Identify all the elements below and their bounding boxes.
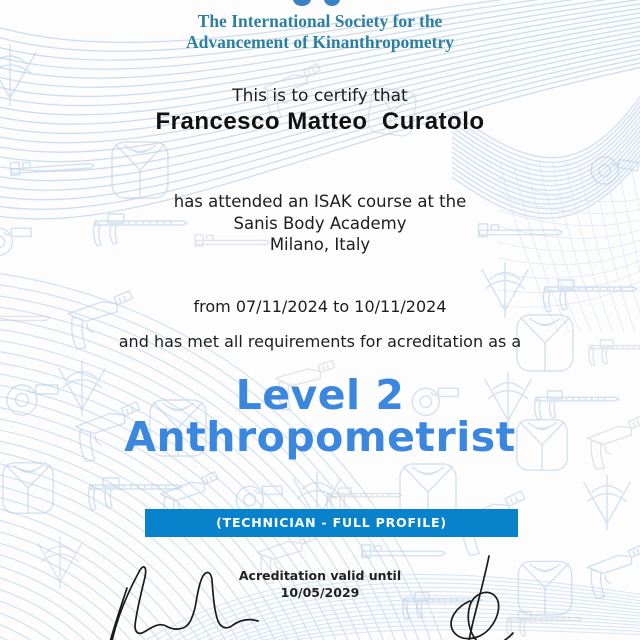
validity-label: Acreditation valid until [238,568,402,583]
profile-banner: (TECHNICIAN - FULL PROFILE) [145,509,518,537]
validity-date: 10/05/2029 [280,585,360,600]
award-level: Level 2 [235,371,405,419]
course-line2: Sanis Body Academy [233,213,407,233]
course-date-range: from 07/11/2024 to 10/11/2024 [193,297,447,316]
validity-block [0,567,640,601]
course-line1: has attended an ISAK course at the [173,192,467,211]
organization-name [0,11,640,52]
course-line3: Milano, Italy [269,235,371,254]
requirements-text: and has met all requirements for acreditation as a [118,332,522,351]
organization-name-line2: Advancement of Kinanthropometry [186,31,454,52]
organization-name-line1: The International Society for the [197,11,443,31]
certify-text: This is to certify that [232,86,408,106]
course-details [0,191,640,256]
award-title [0,371,640,461]
recipient-name: Francesco Matteo Curatolo [155,108,485,135]
award-role: Anthropometrist [124,413,516,461]
